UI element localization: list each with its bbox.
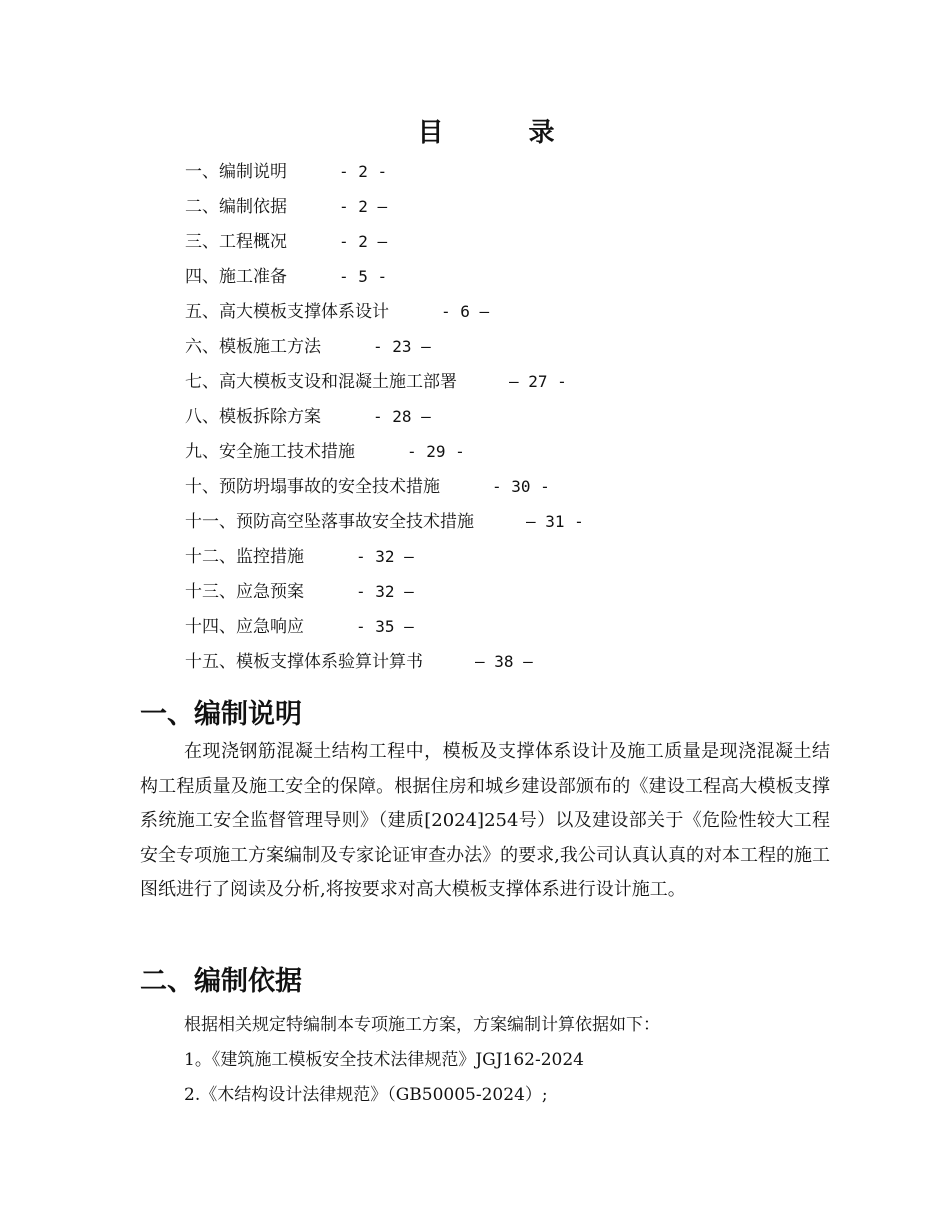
section-heading-preparation-notes: 一、编制说明 <box>140 699 302 730</box>
toc-list <box>185 157 584 682</box>
toc-item[interactable] <box>185 612 584 647</box>
toc-item-page: - 2 — <box>339 197 388 216</box>
toc-item-page: — 38 — <box>475 652 533 671</box>
toc-item-page: - 35 — <box>356 617 414 636</box>
toc-item[interactable] <box>185 157 584 192</box>
toc-item-label: 九、安全施工技术措施 <box>185 442 355 462</box>
preparation-notes-paragraph: 在现浇钢筋混凝土结构工程中，模板及支撑体系设计及施工质量是现浇混凝土结构工程质量及施工安全的保障。根据住房和城乡建设部颁布的《建设工程高大模板支撑系统施工安全监督管理导则》（建质[2024]254号）以及建设部关于《危险性较大工程安全专项施工方案编制及专家论证审查办法》的要求,我公司认真认真的对本工程的施工图纸进行了阅读及分析,将按要求对高大模板支撑体系进行设计施工。 <box>140 741 830 901</box>
toc-item-label: 五、高大模板支撑体系设计 <box>185 302 389 322</box>
toc-item[interactable] <box>185 542 584 577</box>
toc-item-page: — 27 - <box>509 372 567 391</box>
toc-item-label: 二、编制依据 <box>185 197 287 217</box>
toc-item-label: 六、模板施工方法 <box>185 337 321 357</box>
toc-item-label: 十、预防坍塌事故的安全技术措施 <box>185 477 440 497</box>
toc-item[interactable] <box>185 402 584 437</box>
toc-item-page: - 23 — <box>373 337 431 356</box>
toc-item[interactable] <box>185 437 584 472</box>
toc-item-page: - 2 - <box>339 162 388 181</box>
toc-item-label: 一、编制说明 <box>185 162 287 182</box>
toc-item[interactable] <box>185 367 584 402</box>
toc-item-label: 四、施工准备 <box>185 267 287 287</box>
toc-item-label: 八、模板拆除方案 <box>185 407 321 427</box>
toc-item-page: - 5 - <box>339 267 388 286</box>
toc-item-label: 十四、应急响应 <box>185 617 304 637</box>
toc-item-page: - 29 - <box>407 442 465 461</box>
toc-item[interactable] <box>185 297 584 332</box>
toc-item[interactable] <box>185 227 584 262</box>
toc-item-label: 十三、应急预案 <box>185 582 304 602</box>
toc-item-page: - 6 — <box>441 302 490 321</box>
toc-item-page: — 31 - <box>526 512 584 531</box>
toc-item-page: - 32 — <box>356 547 414 566</box>
basis-intro-text: 根据相关规定特编制本专项施工方案，方案编制计算依据如下： <box>184 1015 660 1035</box>
toc-item-label: 三、工程概况 <box>185 232 287 252</box>
toc-item[interactable] <box>185 577 584 612</box>
section-heading-basis: 二、编制依据 <box>140 966 302 997</box>
toc-item[interactable] <box>185 472 584 507</box>
toc-item-page: - 32 — <box>356 582 414 601</box>
toc-item-label: 十五、模板支撑体系验算计算书 <box>185 652 423 672</box>
toc-item[interactable] <box>185 647 584 682</box>
toc-item[interactable] <box>185 507 584 542</box>
toc-item-page: - 28 — <box>373 407 431 426</box>
toc-item-label: 十一、预防高空坠落事故安全技术措施 <box>185 512 474 532</box>
basis-reference-item: 1。《建筑施工模板安全技术法律规范》JGJ162-2024 <box>184 1050 584 1070</box>
toc-item[interactable] <box>185 262 584 297</box>
toc-item-page: - 2 — <box>339 232 388 251</box>
toc-item[interactable] <box>185 332 584 367</box>
toc-item[interactable] <box>185 192 584 227</box>
toc-item-page: - 30 - <box>492 477 550 496</box>
basis-reference-item: 2.《木结构设计法律规范》（GB50005-2024）; <box>184 1085 548 1105</box>
toc-title: 目 录 <box>417 118 593 148</box>
toc-item-label: 七、高大模板支设和混凝土施工部署 <box>185 372 457 392</box>
toc-item-label: 十二、监控措施 <box>185 547 304 567</box>
